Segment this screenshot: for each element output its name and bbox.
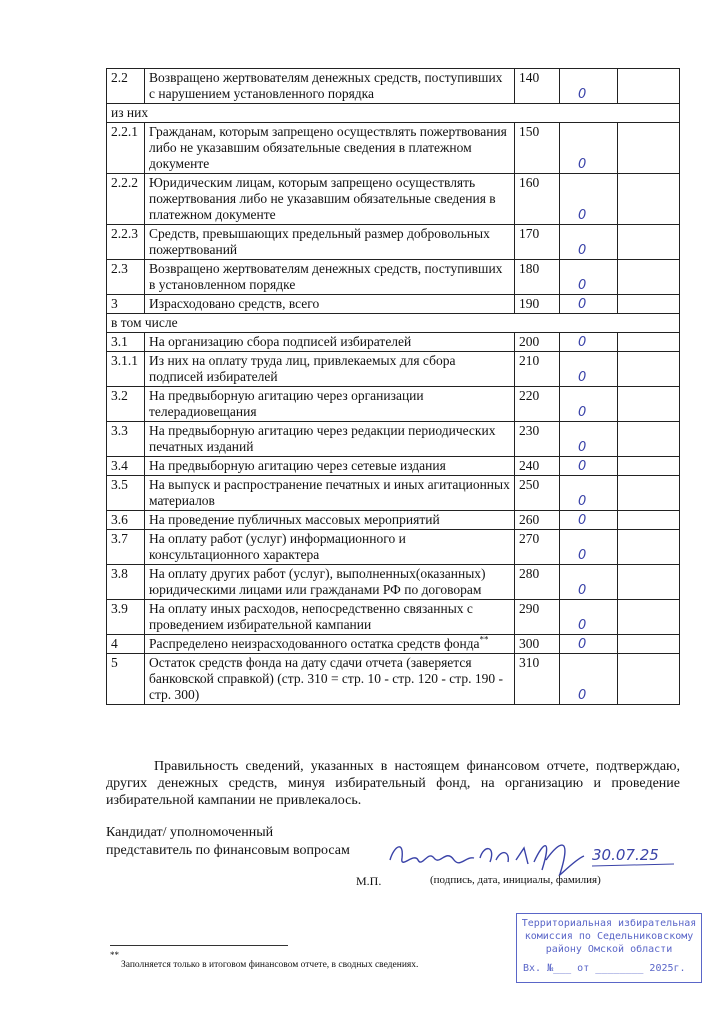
table-row [107,260,680,295]
row-note-cell [618,654,680,705]
footnote-mark: ** [110,950,119,960]
table-row [107,69,680,104]
handwritten-amount: 0 [578,618,587,633]
row-description-cell [145,123,515,174]
row-description-text: Юридическим лицам, которым запрещено осуществлять пожертвования либо не указавшим обязательные сведения в платежном документе [149,175,496,222]
row-description-cell [145,422,515,457]
row-number-cell: 3.6 [107,511,145,530]
row-note-cell [618,295,680,314]
row-description-cell [145,225,515,260]
handwritten-amount: 0 [578,440,587,455]
row-code-cell: 240 [515,457,560,476]
row-description-text: Возвращено жертвователям денежных средств, поступивших с нарушением установленного порядка [149,70,503,101]
row-amount-cell [560,476,618,511]
row-code-cell: 140 [515,69,560,104]
row-amount-cell [560,422,618,457]
row-description-text: Гражданам, которым запрещено осуществлять пожертвования либо не указавшим обязательные сведения в платежном документе [149,124,507,171]
handwritten-amount: 0 [578,405,587,420]
table-row [107,600,680,635]
row-amount-cell [560,387,618,422]
row-note-cell [618,69,680,104]
stamp-registration: Вх. №___ от ________ 2025г. [523,963,686,974]
row-note-cell [618,635,680,654]
row-number-cell: 3.5 [107,476,145,511]
row-amount-cell [560,530,618,565]
row-description-text: На предвыборную агитацию через организации телерадиовещания [149,388,424,419]
seal-place-label: М.П. [356,874,382,888]
row-number-cell: 3.4 [107,457,145,476]
row-code-cell: 270 [515,530,560,565]
row-description-cell [145,387,515,422]
footnote-divider [110,945,288,946]
footnote-text: Заполняется только в итоговом финансовом отчете, в сводных сведениях. [121,960,419,970]
row-code-cell: 170 [515,225,560,260]
row-description-cell [145,635,515,654]
table-row [107,476,680,511]
handwritten-amount: 0 [578,513,587,528]
handwritten-amount: 0 [578,278,587,293]
row-description-text: На оплату других работ (услуг), выполненных(оказанных) юридическими лицами или гражданами РФ по договорам [149,566,486,597]
row-number-cell: 4 [107,635,145,654]
row-amount-cell [560,333,618,352]
row-number-cell: 2.2.3 [107,225,145,260]
table-row [107,123,680,174]
row-description-cell [145,295,515,314]
row-number-cell: 5 [107,654,145,705]
row-note-cell [618,174,680,225]
row-number-cell: 2.2 [107,69,145,104]
row-description-cell [145,530,515,565]
table-row [107,174,680,225]
row-code-cell: 250 [515,476,560,511]
row-description-text: Возвращено жертвователям денежных средств, поступивших в установленном порядке [149,261,503,292]
stamp-line-3: району Омской области [545,944,673,955]
table-row [107,457,680,476]
row-description-cell [145,174,515,225]
row-code-cell: 190 [515,295,560,314]
row-number-cell: 3.1.1 [107,352,145,387]
row-description-text: Распределено неизрасходованного остатка средств фонда [149,636,480,651]
row-code-cell: 280 [515,565,560,600]
subheading-cell: из них [107,104,680,123]
handwritten-amount: 0 [578,157,587,172]
row-description-text: На предвыборную агитацию через сетевые издания [149,458,446,473]
row-description-cell [145,565,515,600]
row-amount-cell [560,69,618,104]
row-number-cell: 2.3 [107,260,145,295]
table-row [107,387,680,422]
row-note-cell [618,511,680,530]
row-description-text: На проведение публичных массовых мероприятий [149,512,440,527]
row-amount-cell [560,260,618,295]
row-description-cell [145,476,515,511]
table-row [107,654,680,705]
table-row [107,511,680,530]
table-row [107,565,680,600]
row-note-cell [618,260,680,295]
row-description-text: На предвыборную агитацию через редакции периодических печатных изданий [149,423,496,454]
table-row [107,530,680,565]
row-code-cell: 290 [515,600,560,635]
handwritten-amount: 0 [578,583,587,598]
row-note-cell [618,476,680,511]
table-row [107,352,680,387]
table-row [107,225,680,260]
stamp-line-1: Территориальная избирательная [521,918,697,929]
row-number-cell: 3.1 [107,333,145,352]
row-description-text: На организацию сбора подписей избирателей [149,334,412,349]
row-amount-cell [560,565,618,600]
handwritten-amount: 0 [578,87,587,102]
row-note-cell [618,387,680,422]
row-amount-cell [560,123,618,174]
row-description-cell [145,511,515,530]
row-code-cell: 230 [515,422,560,457]
row-code-cell: 150 [515,123,560,174]
row-note-cell [618,123,680,174]
row-note-cell [618,457,680,476]
row-note-cell [618,333,680,352]
signatory-line-2: представитель по финансовым вопросам [106,843,350,858]
table-row [107,295,680,314]
handwritten-date: 30.07.25 [592,846,659,864]
row-amount-cell [560,635,618,654]
row-description-cell [145,600,515,635]
row-amount-cell [560,352,618,387]
row-description-cell [145,457,515,476]
row-description-text: Израсходовано средств, всего [149,296,320,311]
stamp-line-2: комиссия по Седельниковскому [524,931,694,942]
row-note-cell [618,530,680,565]
subheading-cell: в том числе [107,314,680,333]
row-description-text: На оплату иных расходов, непосредственно связанных с проведением избирательной кампании [149,601,473,632]
handwritten-amount: 0 [578,335,587,350]
row-description-text: На выпуск и распространение печатных и иных агитационных материалов [149,477,510,508]
row-description-cell [145,352,515,387]
table-row [107,422,680,457]
row-code-cell: 310 [515,654,560,705]
row-number-cell: 3.9 [107,600,145,635]
table-row [107,635,680,654]
table-subheading-row [107,104,680,123]
footnote-reference: ** [479,634,489,645]
row-number-cell: 3.8 [107,565,145,600]
row-code-cell: 200 [515,333,560,352]
row-amount-cell [560,225,618,260]
handwritten-amount: 0 [578,637,587,652]
row-code-cell: 260 [515,511,560,530]
table-row [107,333,680,352]
handwritten-amount: 0 [578,208,587,223]
commission-stamp [516,913,702,983]
row-amount-cell [560,600,618,635]
row-note-cell [618,565,680,600]
row-code-cell: 160 [515,174,560,225]
row-number-cell: 3.2 [107,387,145,422]
row-number-cell: 2.2.1 [107,123,145,174]
signatory-block [106,824,350,860]
row-description-cell [145,333,515,352]
row-description-cell [145,260,515,295]
row-amount-cell [560,457,618,476]
row-number-cell: 3.3 [107,422,145,457]
row-description-cell [145,654,515,705]
row-description-text: Остаток средств фонда на дату сдачи отчета (заверяется банковской справкой) (стр. 310 = стр. 10 - стр. 120 - стр. 190 - стр. 300) [149,655,503,702]
handwritten-amount: 0 [578,459,587,474]
row-note-cell [618,422,680,457]
row-description-text: На оплату работ (услуг) информационного и консультационного характера [149,531,406,562]
signature-caption: (подпись, дата, инициалы, фамилия) [430,874,601,886]
handwritten-amount: 0 [578,494,587,509]
row-note-cell [618,352,680,387]
table-subheading-row [107,314,680,333]
handwritten-amount: 0 [578,243,587,258]
confirmation-paragraph: Правильность сведений, указанных в настоящем финансовом отчете, подтверждаю, других денежных средств, минуя избирательный фонд, на организацию и проведение избирательной кампании не привлекалось. [106,759,680,808]
row-description-text: Из них на оплату труда лиц, привлекаемых для сбора подписей избирателей [149,353,456,384]
row-description-cell [145,69,515,104]
row-amount-cell [560,295,618,314]
row-code-cell: 180 [515,260,560,295]
financial-report-table [106,68,680,705]
row-number-cell: 3 [107,295,145,314]
row-code-cell: 300 [515,635,560,654]
handwritten-amount: 0 [578,370,587,385]
handwritten-amount: 0 [578,688,587,703]
handwritten-amount: 0 [578,297,587,312]
row-note-cell [618,600,680,635]
row-amount-cell [560,511,618,530]
row-amount-cell [560,174,618,225]
row-note-cell [618,225,680,260]
row-number-cell: 3.7 [107,530,145,565]
row-amount-cell [560,654,618,705]
row-code-cell: 220 [515,387,560,422]
row-description-text: Средств, превышающих предельный размер добровольных пожертвований [149,226,490,257]
handwritten-amount: 0 [578,548,587,563]
row-number-cell: 2.2.2 [107,174,145,225]
signature-image [384,830,684,880]
row-code-cell: 210 [515,352,560,387]
signatory-line-1: Кандидат/ уполномоченный [106,825,274,840]
